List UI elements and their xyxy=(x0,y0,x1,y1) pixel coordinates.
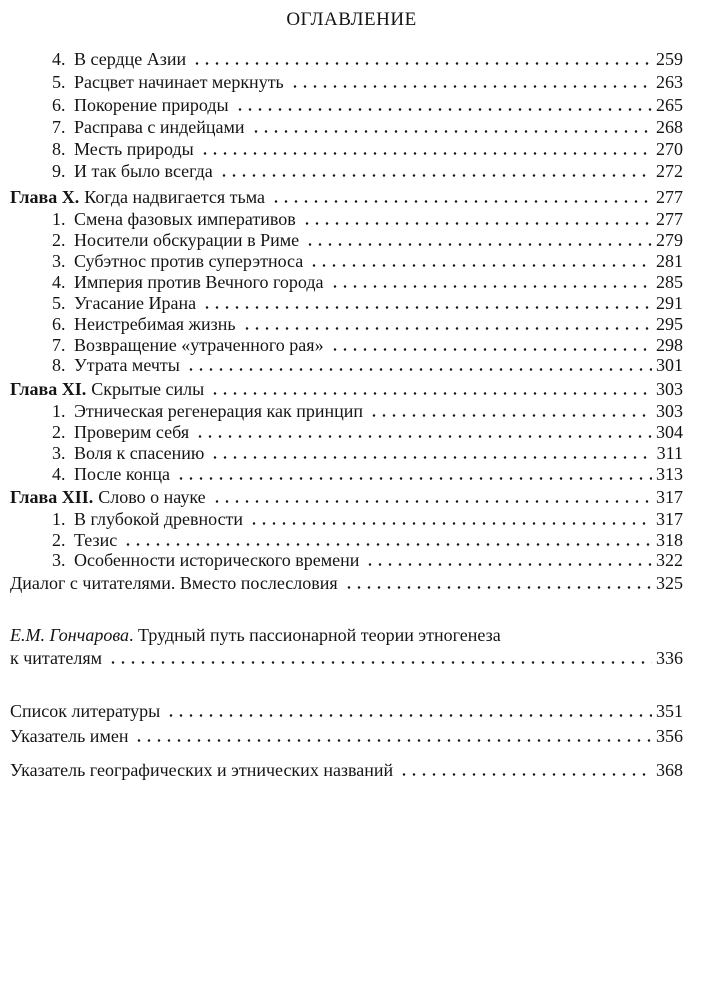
entry-page: 356 xyxy=(656,726,683,746)
essay-author: Е.М. Гончарова xyxy=(10,625,130,645)
entry-title: Особенности исторического времени xyxy=(74,550,360,570)
dot-leader xyxy=(202,306,652,309)
entry-number: 9. xyxy=(52,161,66,181)
essay-title-line2: к читателям xyxy=(10,648,103,668)
dot-leader xyxy=(251,130,652,133)
chapter-title: Скрытые силы xyxy=(91,379,205,399)
dot-leader xyxy=(249,522,652,525)
chapter-label: Глава X. xyxy=(10,187,80,207)
entry-title: Субэтнос против суперэтноса xyxy=(74,251,304,271)
entry-number: 1. xyxy=(52,401,66,421)
toc-entry[interactable] xyxy=(52,229,683,251)
page-title: ОГЛАВЛЕНИЕ xyxy=(286,9,417,30)
entry-page: 270 xyxy=(656,139,683,159)
dot-leader xyxy=(166,714,652,717)
toc-entry[interactable] xyxy=(52,463,683,485)
dot-leader xyxy=(302,222,652,225)
entry-page: 325 xyxy=(656,573,683,593)
entry-title: Этническая регенерация как принцип xyxy=(74,401,364,421)
dot-leader xyxy=(212,500,652,503)
toc-chapter-12[interactable] xyxy=(10,486,683,508)
toc-entry[interactable] xyxy=(52,313,683,335)
dot-leader xyxy=(123,543,652,546)
entry-page: 368 xyxy=(656,760,683,780)
toc-backmatter-entry[interactable] xyxy=(10,700,683,722)
chapter-title: Когда надвигается тьма xyxy=(84,187,265,207)
entry-number: 8. xyxy=(52,139,66,159)
dot-leader xyxy=(195,435,652,438)
entry-number: 2. xyxy=(52,530,66,550)
entry-page: 268 xyxy=(656,117,683,137)
entry-number: 8. xyxy=(52,355,66,375)
entry-title: Носители обскурации в Риме xyxy=(74,230,300,250)
entry-title: Список литературы xyxy=(10,701,161,721)
toc-entry[interactable] xyxy=(52,549,683,571)
chapter-label: Глава XII. xyxy=(10,487,94,507)
entry-title: Утрата мечты xyxy=(74,355,180,375)
entry-page: 265 xyxy=(656,95,683,115)
entry-page: 311 xyxy=(656,443,683,463)
toc-entry[interactable] xyxy=(52,71,683,93)
entry-page: 317 xyxy=(656,509,683,529)
dot-leader xyxy=(186,368,652,371)
entry-title: Указатель географических и этнических названий xyxy=(10,760,394,780)
entry-page: 259 xyxy=(656,49,683,69)
dot-leader xyxy=(330,285,652,288)
toc-backmatter-entry[interactable] xyxy=(10,759,683,781)
dot-leader xyxy=(192,62,652,65)
entry-page: 301 xyxy=(656,355,683,375)
toc-backmatter-entry[interactable] xyxy=(10,725,683,747)
entry-page: 285 xyxy=(656,272,683,292)
toc-entry[interactable] xyxy=(52,116,683,138)
entry-title: Месть природы xyxy=(74,139,194,159)
entry-page: 336 xyxy=(656,648,683,668)
entry-number: 4. xyxy=(52,49,66,69)
dot-leader xyxy=(309,264,652,267)
entry-page: 313 xyxy=(656,464,683,484)
dot-leader xyxy=(344,586,652,589)
entry-number: 1. xyxy=(52,209,66,229)
entry-title: Неистребимая жизнь xyxy=(74,314,236,334)
entry-page: 281 xyxy=(656,251,683,271)
entry-number: 6. xyxy=(52,95,66,115)
entry-title: После конца xyxy=(74,464,170,484)
entry-page: 317 xyxy=(656,487,683,507)
toc-dialog-entry[interactable] xyxy=(10,572,683,594)
entry-number: 4. xyxy=(52,464,66,484)
entry-number: 2. xyxy=(52,422,66,442)
dot-leader xyxy=(219,174,652,177)
entry-page: 279 xyxy=(656,230,683,250)
entry-number: 7. xyxy=(52,117,66,137)
entry-number: 2. xyxy=(52,230,66,250)
entry-page: 303 xyxy=(656,401,683,421)
entry-title: Тезис xyxy=(74,530,118,550)
toc-entry[interactable] xyxy=(52,292,683,314)
entry-title: В глубокой древности xyxy=(74,509,244,529)
dot-leader xyxy=(271,200,652,203)
toc-entry[interactable] xyxy=(52,508,683,530)
toc-entry[interactable] xyxy=(52,48,683,70)
toc-entry[interactable] xyxy=(52,94,683,116)
entry-page: 298 xyxy=(656,335,683,355)
toc-entry[interactable] xyxy=(52,334,683,356)
entry-page: 304 xyxy=(656,422,683,442)
toc-entry[interactable] xyxy=(52,138,683,160)
entry-title: Воля к спасению xyxy=(74,443,205,463)
entry-number: 5. xyxy=(52,293,66,313)
entry-page: 322 xyxy=(656,550,683,570)
dot-leader xyxy=(210,456,652,459)
entry-page: 291 xyxy=(656,293,683,313)
dot-leader xyxy=(108,661,652,664)
entry-page: 318 xyxy=(656,530,683,550)
toc-entry[interactable] xyxy=(52,421,683,443)
dot-leader xyxy=(235,108,652,111)
entry-page: 295 xyxy=(656,314,683,334)
toc-chapter-11[interactable] xyxy=(10,378,683,400)
toc-essay-entry[interactable] xyxy=(10,647,683,669)
dot-leader xyxy=(176,477,652,480)
entry-title: Расцвет начинает меркнуть xyxy=(74,72,284,92)
toc-entry[interactable] xyxy=(52,442,683,464)
chapter-title: Слово о науке xyxy=(98,487,206,507)
dot-leader xyxy=(305,243,652,246)
entry-page: 272 xyxy=(656,161,683,181)
entry-number: 3. xyxy=(52,251,66,271)
entry-number: 3. xyxy=(52,550,66,570)
toc-entry[interactable] xyxy=(52,400,683,422)
dot-leader xyxy=(242,327,652,330)
essay-title-line1: . Трудный путь пассионарной теории этногенеза xyxy=(129,625,501,645)
toc-entry[interactable] xyxy=(52,208,683,230)
dot-leader xyxy=(369,414,652,417)
dot-leader xyxy=(330,348,652,351)
entry-page: 277 xyxy=(656,209,683,229)
entry-page: 303 xyxy=(656,379,683,399)
entry-title: Проверим себя xyxy=(74,422,190,442)
toc-entry[interactable] xyxy=(52,160,683,182)
chapter-label: Глава XI. xyxy=(10,379,87,399)
toc-entry[interactable] xyxy=(52,354,683,376)
entry-title: Диалог с читателями. Вместо послесловия xyxy=(10,573,338,593)
entry-title: Расправа с индейцами xyxy=(74,117,245,137)
entry-number: 6. xyxy=(52,314,66,334)
entry-number: 5. xyxy=(52,72,66,92)
entry-title: В сердце Азии xyxy=(74,49,187,69)
dot-leader xyxy=(210,392,652,395)
entry-title: Угасание Ирана xyxy=(74,293,197,313)
entry-number: 7. xyxy=(52,335,66,355)
entry-title: И так было всегда xyxy=(74,161,213,181)
dot-leader xyxy=(134,739,652,742)
toc-entry[interactable] xyxy=(52,271,683,293)
entry-title: Смена фазовых императивов xyxy=(74,209,296,229)
entry-page: 351 xyxy=(656,701,683,721)
entry-title: Указатель имен xyxy=(10,726,129,746)
entry-title: Возвращение «утраченного рая» xyxy=(74,335,324,355)
entry-number: 1. xyxy=(52,509,66,529)
toc-entry[interactable] xyxy=(52,529,683,551)
dot-leader xyxy=(290,85,652,88)
entry-page: 263 xyxy=(656,72,683,92)
entry-title: Покорение природы xyxy=(74,95,229,115)
dot-leader xyxy=(365,563,652,566)
toc-chapter-10[interactable] xyxy=(10,186,683,208)
dot-leader xyxy=(200,152,652,155)
dot-leader xyxy=(399,773,652,776)
entry-page: 277 xyxy=(656,187,683,207)
entry-title: Империя против Вечного города xyxy=(74,272,324,292)
entry-number: 3. xyxy=(52,443,66,463)
toc-essay-first-line[interactable] xyxy=(10,624,501,646)
toc-entry[interactable] xyxy=(52,250,683,272)
entry-number: 4. xyxy=(52,272,66,292)
